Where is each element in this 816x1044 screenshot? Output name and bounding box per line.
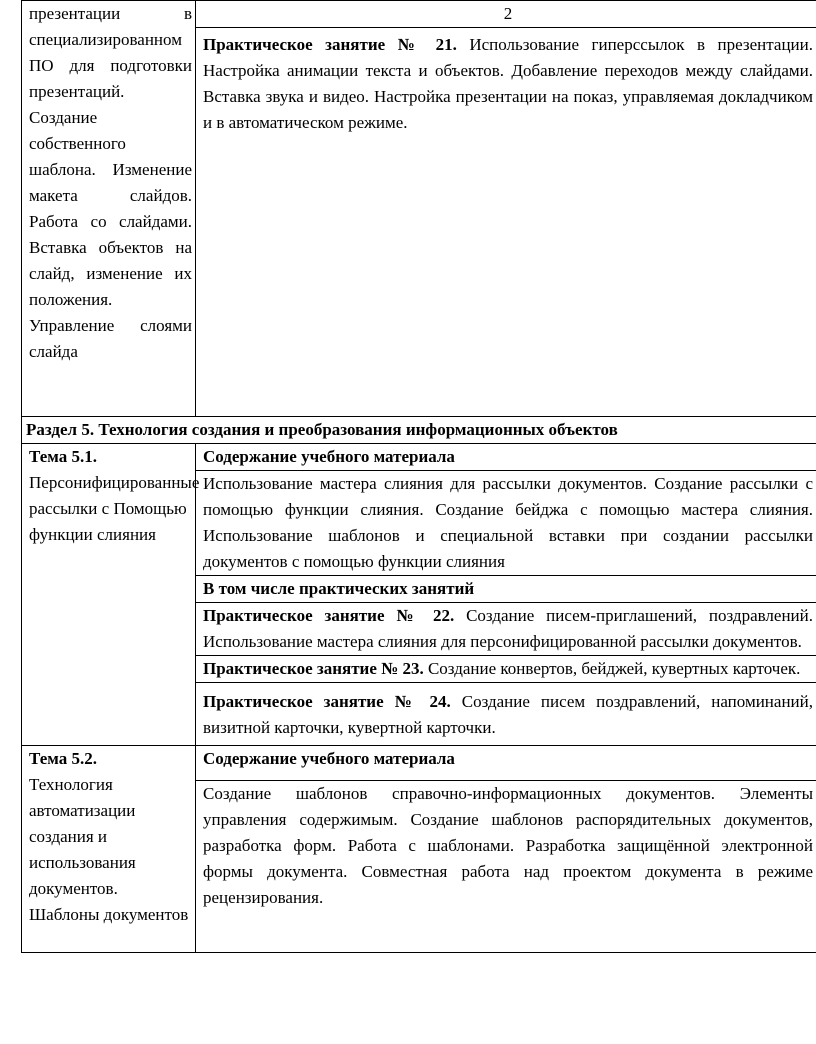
column-number: 2 (503, 4, 513, 23)
practice-header: В том числе практических занятий (196, 576, 816, 603)
section-heading: Раздел 5. Технология создания и преобразования информационных объектов (22, 417, 816, 444)
topic-label: Тема 5.1. (29, 447, 97, 466)
practice-title: Практическое занятие № 24. (203, 692, 451, 711)
practice-cell (196, 603, 816, 656)
topic-name: Технология автоматизации создания и использования документов. Шаблоны документов (29, 775, 189, 924)
content-header: Содержание учебного материала (196, 746, 816, 781)
content-text: Использование мастера слияния для рассылки документов. Создание рассылки с помощью функции слияния. Создание бейджа с помощью мастера слияния. Использование шаблонов и специальной вставки при создании рассылки документов с помощью функции слияния (196, 471, 816, 576)
table-row (22, 1, 816, 28)
practice-title: Практическое занятие № 21. (203, 35, 457, 54)
practice-title: Практическое занятие № 23. (203, 659, 424, 678)
table-row (22, 746, 816, 781)
topic-cell (22, 1, 196, 417)
table-row (22, 417, 816, 444)
practice-title: Практическое занятие № 22. (203, 606, 455, 625)
table-row (22, 444, 816, 471)
topic-cell (22, 444, 200, 746)
practice-text: Создание писем-приглашений, поздравлений. Использование мастера слияния для персонифицированной рассылки документов. (203, 606, 813, 651)
topic-label: Тема 5.2. (29, 749, 97, 768)
topic-name: Персонифицированные рассылки с Помощью функции слияния (29, 473, 200, 544)
curriculum-table (21, 0, 816, 953)
practice-text: Создание конвертов, бейджей, кувертных карточек. (423, 659, 801, 678)
practice-text: Создание писем поздравлений, напоминаний, визитной карточки, кувертной карточки. (203, 692, 813, 737)
topic-cell (22, 746, 196, 953)
practice-text: Использование гиперссылок в презентации. Настройка анимации текста и объектов. Добавление переходов между слайдами. Вставка звука и видео. Настройка презентации на показ, управляемая докладчиком и в автоматическом режиме. (203, 35, 813, 132)
practice-cell (196, 28, 816, 417)
practice-cell (196, 683, 816, 746)
topic-continuation-text: презентации в специализированном ПО для подготовки презентаций. Создание собственного шаблона. Изменение макета слайдов. Работа со слайдами. Вставка объектов на слайд, изменение их положения. Управление слоями слайда (29, 4, 192, 361)
practice-cell (196, 656, 816, 683)
column-number-cell (196, 1, 816, 28)
content-header: Содержание учебного материала (196, 444, 816, 471)
content-text: Создание шаблонов справочно-информационных документов. Элементы управления содержимым. Создание шаблонов распорядительных документов, разработка форм. Работа с шаблонами. Разработка защищённой электронной формы документа. Совместная работа над проектом документа в режиме рецензирования. (196, 781, 816, 953)
